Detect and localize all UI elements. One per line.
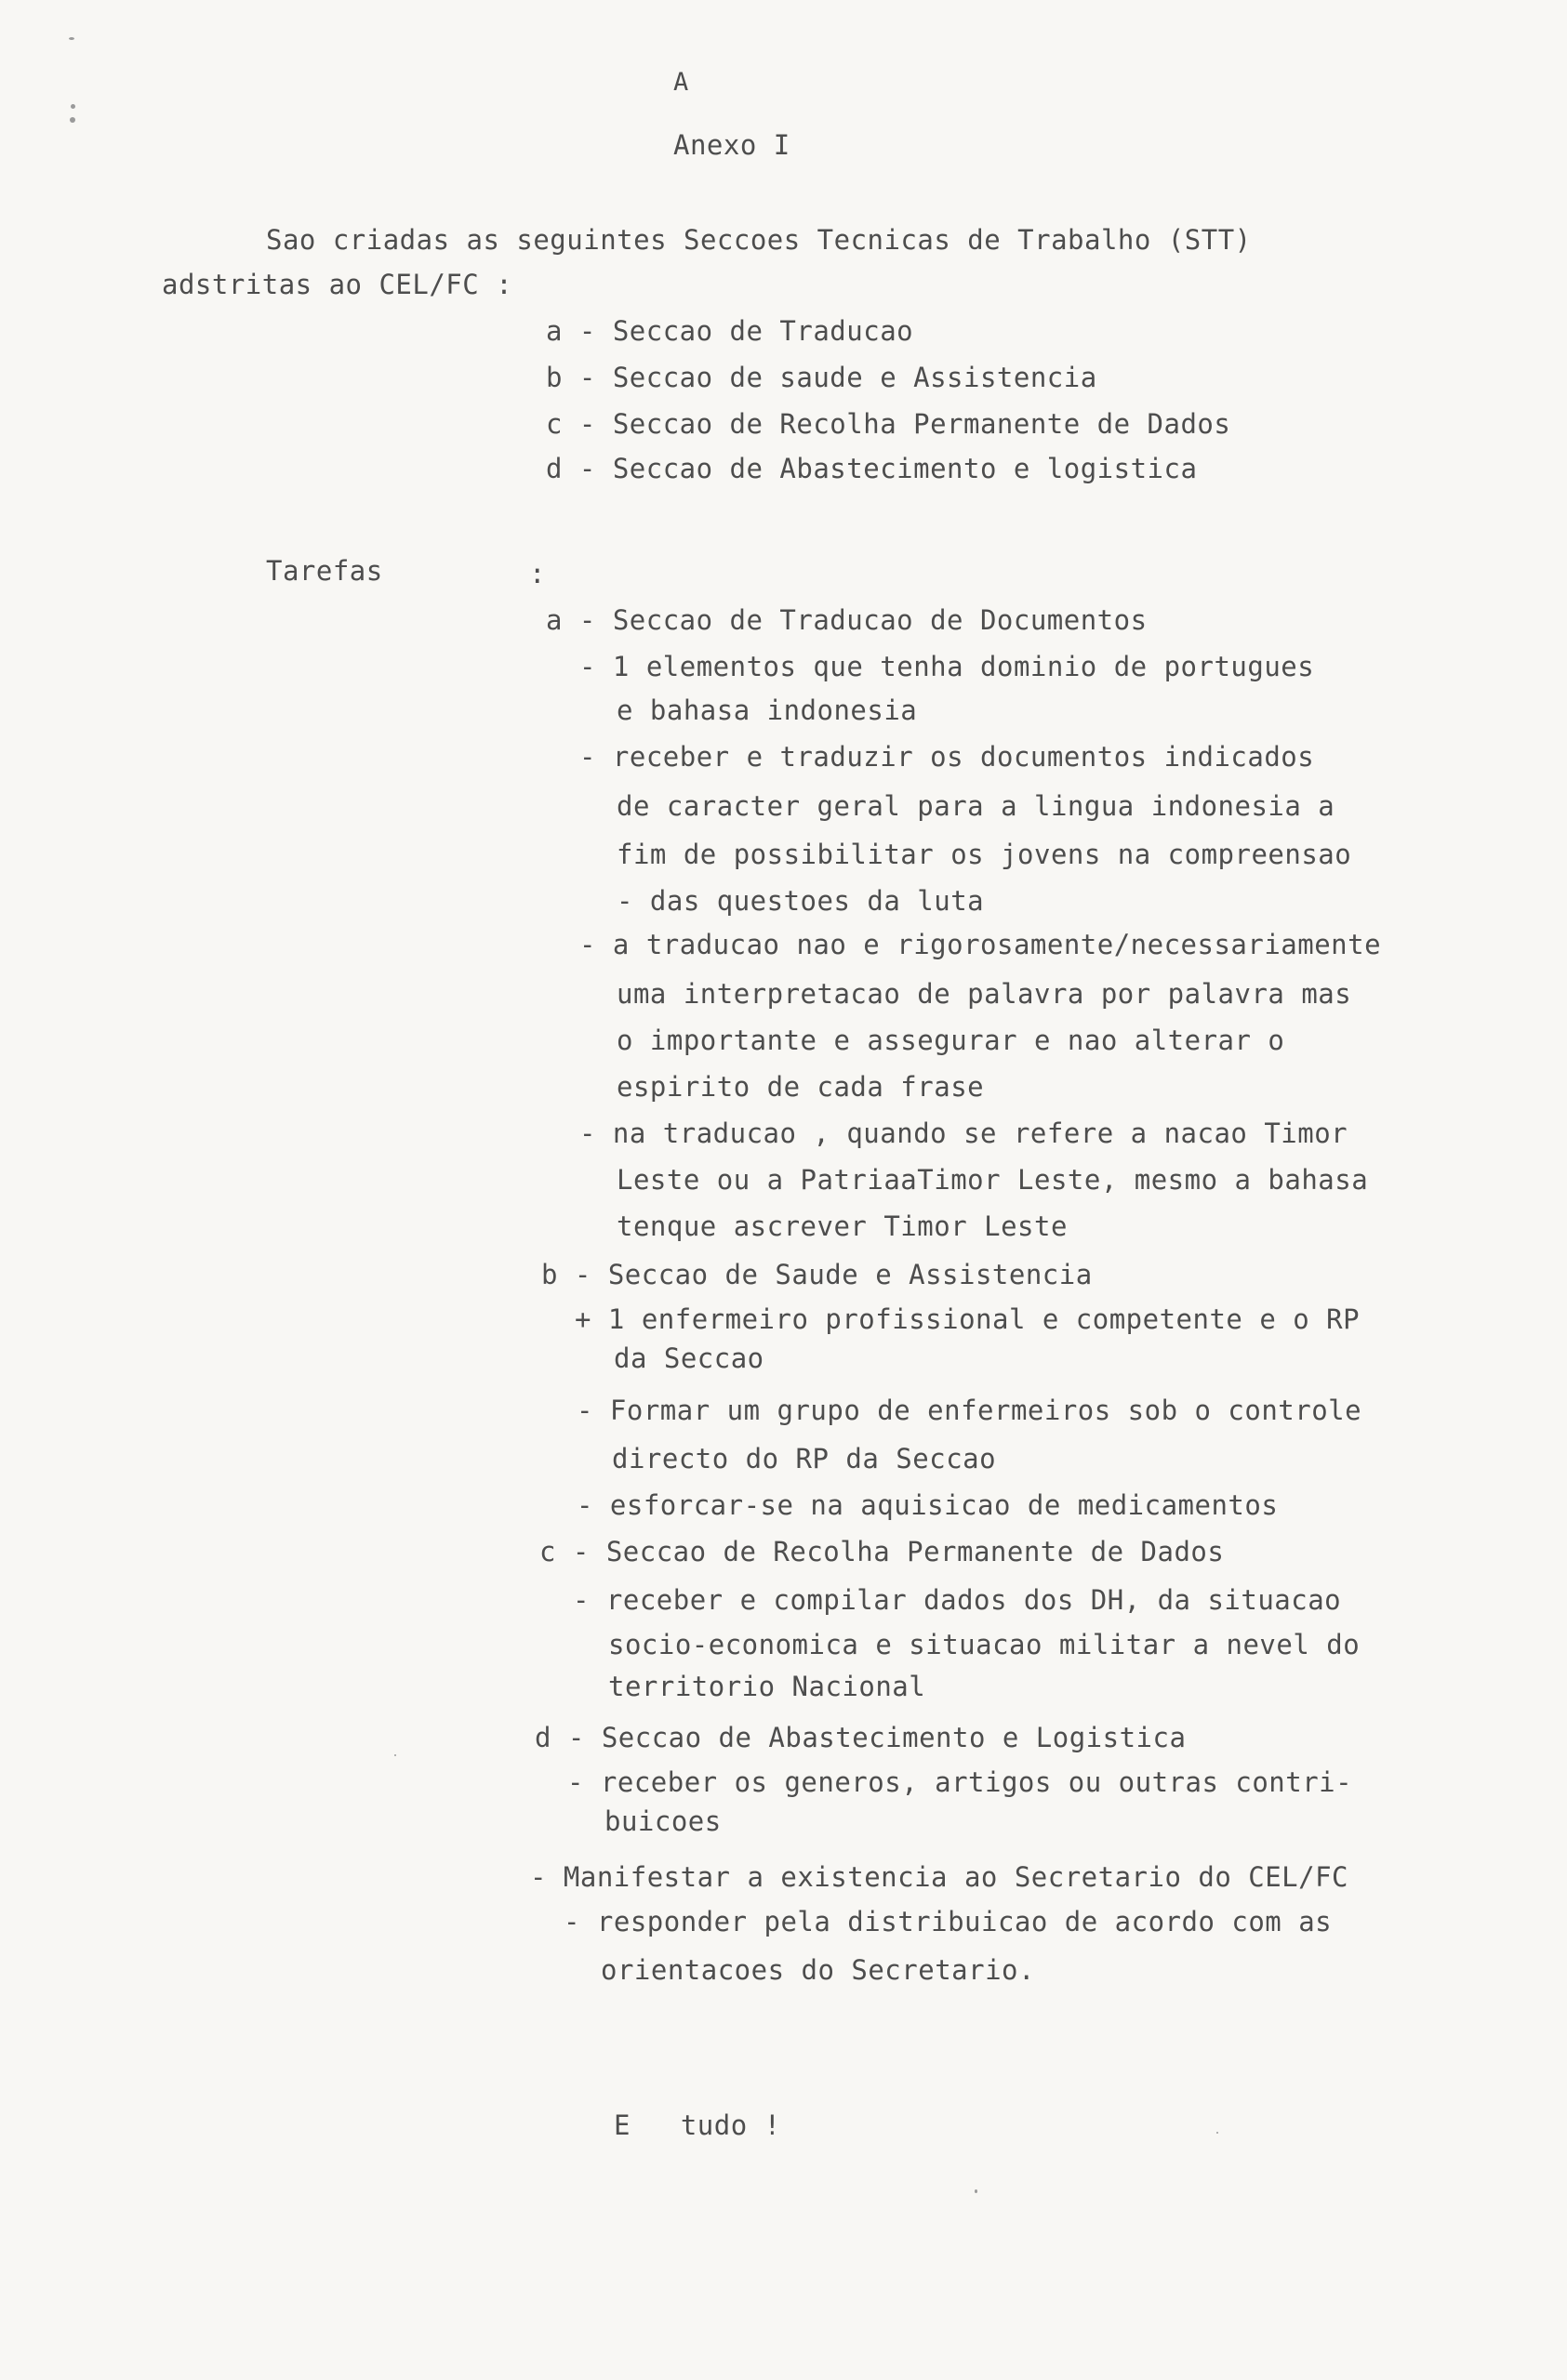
body-line: de caracter geral para a lingua indonesia a [617,790,1335,822]
body-line: socio-economica e situacao militar a nevel do [608,1629,1361,1660]
body-line: + 1 enfermeiro profissional e competente e o RP [575,1303,1361,1335]
paper-speck [394,1754,396,1756]
body-line: - 1 elementos que tenha dominio de portugues [579,651,1315,682]
paper-speck [1216,2132,1218,2134]
body-line: directo do RP da Seccao [612,1443,997,1474]
page-title: Anexo I [673,129,790,161]
body-line: - a traducao nao e rigorosamente/necessariamente [579,929,1382,960]
body-line: Leste ou a PatriaaTimor Leste, mesmo a bahasa [617,1164,1369,1196]
body-line: a - Seccao de Traducao de Documentos [546,604,1148,636]
body-line: fim de possibilitar os jovens na compreensao [617,839,1352,870]
body-line: - responder pela distribuicao de acordo com as [564,1906,1333,1937]
section-a: a - Seccao de Traducao [546,315,914,347]
margin-mark [71,104,75,109]
intro-line-2: adstritas ao CEL/FC : [162,269,513,300]
body-line: o importante e assegurar e nao alterar o [617,1025,1285,1056]
body-line: - na traducao , quando se refere a nacao Timor [579,1117,1348,1149]
body-line: d - Seccao de Abastecimento e Logistica [535,1722,1187,1753]
body-line: b - Seccao de Saude e Assistencia [541,1259,1093,1290]
paper-speck [975,2189,977,2193]
section-b: b - Seccao de saude e Assistencia [546,362,1097,393]
body-line: orientacoes do Secretario. [601,1954,1035,1986]
body-line: - Manifestar a existencia ao Secretario do CEL/FC [530,1861,1349,1893]
body-line: - receber e traduzir os documentos indicados [579,741,1315,773]
margin-mark [70,117,75,123]
body-line: - receber e compilar dados dos DH, da situacao [573,1584,1342,1616]
intro-line-1: Sao criadas as seguintes Seccoes Tecnicas de Trabalho (STT) [266,224,1252,256]
tarefas-label: Tarefas [266,555,383,587]
body-line: - das questoes da luta [617,885,985,917]
margin-mark [69,37,74,40]
body-line: - receber os generos, artigos ou outras contri- [567,1766,1353,1798]
body-line: espirito de cada frase [617,1071,985,1103]
body-line: c - Seccao de Recolha Permanente de Dados [539,1536,1225,1567]
header-mark: A [673,68,689,97]
body-line: uma interpretacao de palavra por palavra mas [617,978,1352,1010]
body-line: tenque ascrever Timor Leste [617,1210,1068,1242]
body-line: - Formar um grupo de enfermeiros sob o controle [577,1395,1362,1426]
body-line: e bahasa indonesia [617,694,918,726]
body-line: territorio Nacional [608,1671,926,1702]
closing-line: E tudo ! [614,2109,781,2141]
body-line: da Seccao [614,1342,764,1374]
body-line: buicoes [604,1805,722,1837]
section-c: c - Seccao de Recolha Permanente de Dados [546,408,1231,440]
body-line: - esforcar-se na aquisicao de medicamentos [577,1489,1279,1521]
tarefas-colon: : [529,558,546,589]
section-d: d - Seccao de Abastecimento e logistica [546,453,1198,484]
